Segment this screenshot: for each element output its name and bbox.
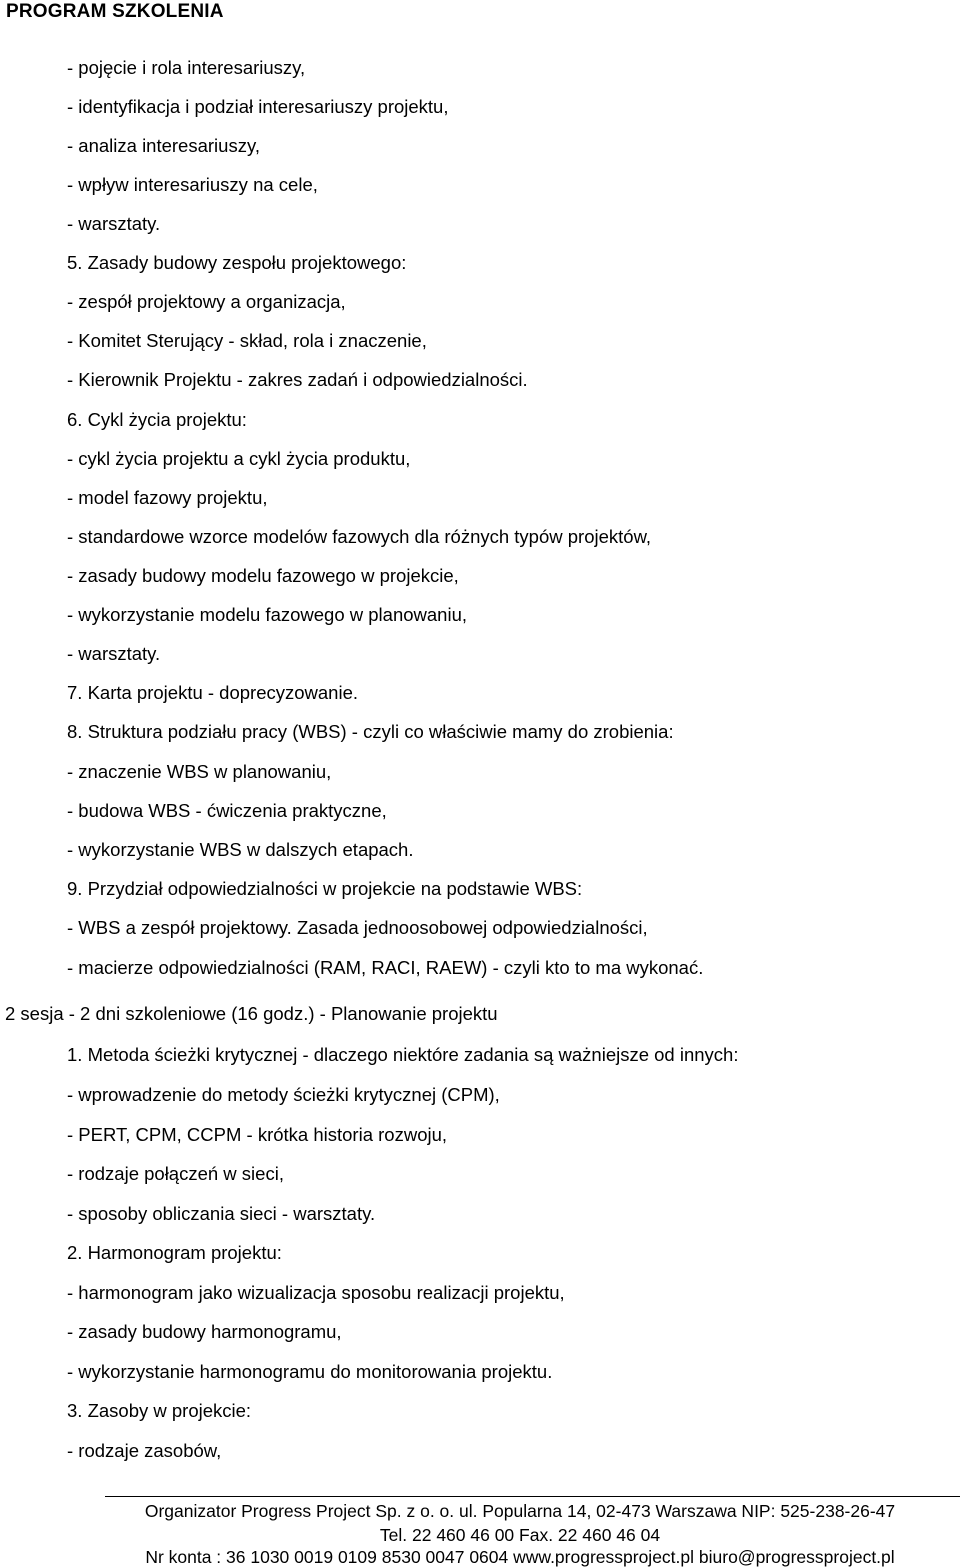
list-item: - warsztaty.: [67, 213, 161, 234]
section-heading: 8. Struktura podziału pracy (WBS) - czyli co właściwie mamy do zrobienia:: [67, 721, 674, 742]
list-item: - macierze odpowiedzialności (RAM, RACI, RAEW) - czyli kto to ma wykonać.: [67, 957, 704, 978]
list-item: - zasady budowy modelu fazowego w projekcie,: [67, 565, 459, 586]
list-item: - budowa WBS - ćwiczenia praktyczne,: [67, 800, 387, 821]
list-item: - pojęcie i rola interesariuszy,: [67, 57, 306, 78]
list-item: - wpływ interesariuszy na cele,: [67, 174, 318, 195]
section-heading: 9. Przydział odpowiedzialności w projekcie na podstawie WBS:: [67, 878, 583, 899]
list-item: - znaczenie WBS w planowaniu,: [67, 761, 332, 782]
footer-account-contact: Nr konta : 36 1030 0019 0109 8530 0047 0604 www.progressproject.pl biuro@progressproject.pl: [145, 1547, 895, 1567]
list-item: - wykorzystanie harmonogramu do monitorowania projektu.: [67, 1361, 553, 1382]
footer-organizer: Organizator Progress Project Sp. z o. o. ul. Popularna 14, 02-473 Warszawa NIP: 525-238-26-47: [144, 1501, 896, 1521]
list-item: - analiza interesariuszy,: [67, 135, 260, 156]
list-item: - zasady budowy harmonogramu,: [67, 1321, 342, 1342]
list-item: - wykorzystanie WBS w dalszych etapach.: [67, 839, 414, 860]
section-heading: 7. Karta projektu - doprecyzowanie.: [67, 682, 359, 703]
list-item: - rodzaje zasobów,: [67, 1440, 222, 1461]
list-item: - rodzaje połączeń w sieci,: [67, 1163, 284, 1184]
section-heading: 6. Cykl życia projektu:: [67, 409, 247, 430]
section-heading: 5. Zasady budowy zespołu projektowego:: [67, 252, 407, 273]
list-item: - wprowadzenie do metody ścieżki krytycznej (CPM),: [67, 1084, 500, 1105]
list-item: - Kierownik Projektu - zakres zadań i odpowiedzialności.: [67, 369, 528, 390]
session-heading: 2 sesja - 2 dni szkoleniowe (16 godz.) - Planowanie projektu: [5, 1003, 498, 1024]
page-title: PROGRAM SZKOLENIA: [6, 1, 224, 22]
list-item: - PERT, CPM, CCPM - krótka historia rozwoju,: [67, 1124, 448, 1145]
list-item: - cykl życia projektu a cykl życia produktu,: [67, 448, 411, 469]
list-item: - harmonogram jako wizualizacja sposobu realizacji projektu,: [67, 1282, 565, 1303]
list-item: - Komitet Sterujący - skład, rola i znaczenie,: [67, 330, 427, 351]
section-heading: 1. Metoda ścieżki krytycznej - dlaczego niektóre zadania są ważniejsze od innych:: [67, 1044, 739, 1065]
section-heading: 3. Zasoby w projekcie:: [67, 1400, 252, 1421]
list-item: - identyfikacja i podział interesariuszy projektu,: [67, 96, 449, 117]
list-item: - zespół projektowy a organizacja,: [67, 291, 346, 312]
section-heading: 2. Harmonogram projektu:: [67, 1242, 282, 1263]
list-item: - wykorzystanie modelu fazowego w planowaniu,: [67, 604, 468, 625]
list-item: - standardowe wzorce modelów fazowych dla różnych typów projektów,: [67, 526, 652, 547]
footer-phone-fax: Tel. 22 460 46 00 Fax. 22 460 46 04: [379, 1525, 661, 1545]
footer-divider: [105, 1496, 960, 1497]
list-item: - WBS a zespół projektowy. Zasada jednoosobowej odpowiedzialności,: [67, 917, 648, 938]
list-item: - model fazowy projektu,: [67, 487, 268, 508]
list-item: - warsztaty.: [67, 643, 161, 664]
list-item: - sposoby obliczania sieci - warsztaty.: [67, 1203, 376, 1224]
